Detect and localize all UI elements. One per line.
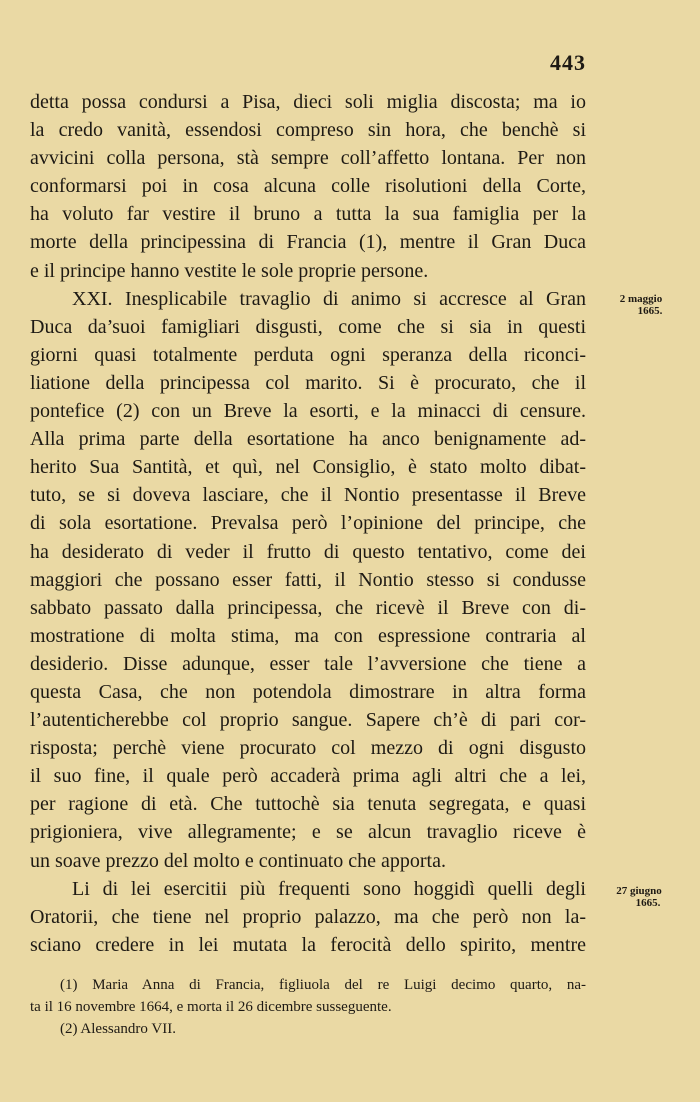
text-line: detta possa condursi a Pisa, dieci soli miglia discosta; ma io [30, 91, 586, 113]
margin-note-date [600, 293, 682, 317]
section-start-line: XXI. Inesplicabile travaglio di animo si accresce al Gran [72, 287, 586, 310]
margin-note-date [598, 885, 680, 909]
text-line: ha desiderato di veder il frutto di questo tentativo, come dei [30, 540, 586, 563]
text-line: per ragione di età. Che tuttochè sia tenuta segregata, e quasi [30, 793, 586, 816]
text-line: giorni quasi totalmente perduta ogni speranza della riconci- [30, 343, 586, 366]
text-line: questa Casa, che non potendola dimostrare in altra forma [30, 680, 586, 703]
margin-note-day: 27 giugno [616, 885, 662, 897]
footnote-line: (1) Maria Anna di Francia, figliuola del re Luigi decimo quarto, na- [60, 977, 586, 993]
text-line: avvicini colla persona, stà sempre coll’affetto lontana. Per non [30, 147, 586, 170]
text-line: Duca da’suoi famigliari disgusti, come che si sia in questi [30, 315, 586, 338]
text-line: Oratorii, che tiene nel proprio palazzo, ma che però non la- [30, 905, 586, 928]
text-line: risposta; perchè viene procurato col mezzo di ogni disgusto [30, 737, 586, 760]
text-line: l’autenticherebbe col proprio sangue. Sapere ch’è di pari cor- [30, 709, 586, 732]
text-line: pontefice (2) con un Breve la esorti, e la minacci di censure. [30, 400, 586, 423]
text-line: conformarsi poi in cosa alcuna colle risolutioni della Corte, [30, 175, 586, 198]
text-line: tuto, se si doveva lasciare, che il Nontio presentasse il Breve [30, 484, 586, 507]
page-number: 443 [550, 50, 586, 75]
margin-note-day: 2 maggio [619, 293, 663, 305]
text-line: prigioniera, vive allegramente; e se alcun travaglio riceve è [30, 821, 586, 844]
text-line: di sola esortatione. Prevalsa però l’opinione del principe, che [30, 512, 586, 535]
text-line: la credo vanità, essendosi compreso sin hora, che benchè si [30, 119, 586, 142]
text-line: desiderio. Disse adunque, esser tale l’avversione che tiene a [30, 652, 586, 675]
text-line: sabbato passato dalla principessa, che ricevè il Breve con di- [30, 596, 586, 619]
body-text [30, 88, 586, 959]
footnote-line: ta il 16 novembre 1664, e morta il 26 dicembre susseguente. [30, 999, 392, 1015]
margin-note-year: 1665. [635, 897, 661, 909]
text-line: herito Sua Santità, et quì, nel Consiglio, è stato molto dibat- [30, 456, 586, 479]
text-line: sciano credere in lei mutata la ferocità dello spirito, mentre [30, 933, 586, 956]
text-line: Alla prima parte della esortatione ha anco benignamente ad- [30, 428, 586, 451]
text-line: morte della principessina di Francia (1), mentre il Gran Duca [30, 231, 586, 254]
text-line: maggiori che possano esser fatti, il Nontio stesso si condusse [30, 568, 586, 591]
footnotes [30, 974, 586, 1040]
text-line: il suo fine, il quale però accaderà prima agli altri che a lei, [30, 765, 586, 788]
margin-note-year: 1665. [637, 305, 663, 317]
text-line: mostratione di molta stima, ma con espressione contraria al [30, 624, 586, 647]
text-line: e il principe hanno vestite le sole proprie persone. [30, 259, 429, 282]
text-line: un soave prezzo del molto e continuato che apporta. [30, 849, 446, 872]
text-line: liatione della principessa col marito. Si è procurato, che il [30, 371, 586, 394]
footnote-line: (2) Alessandro VII. [60, 1021, 176, 1037]
text-line: ha voluto far vestire il bruno a tutta la sua famiglia per la [30, 203, 586, 226]
paragraph-start-line: Li di lei esercitii più frequenti sono hoggidì quelli degli [72, 877, 586, 900]
